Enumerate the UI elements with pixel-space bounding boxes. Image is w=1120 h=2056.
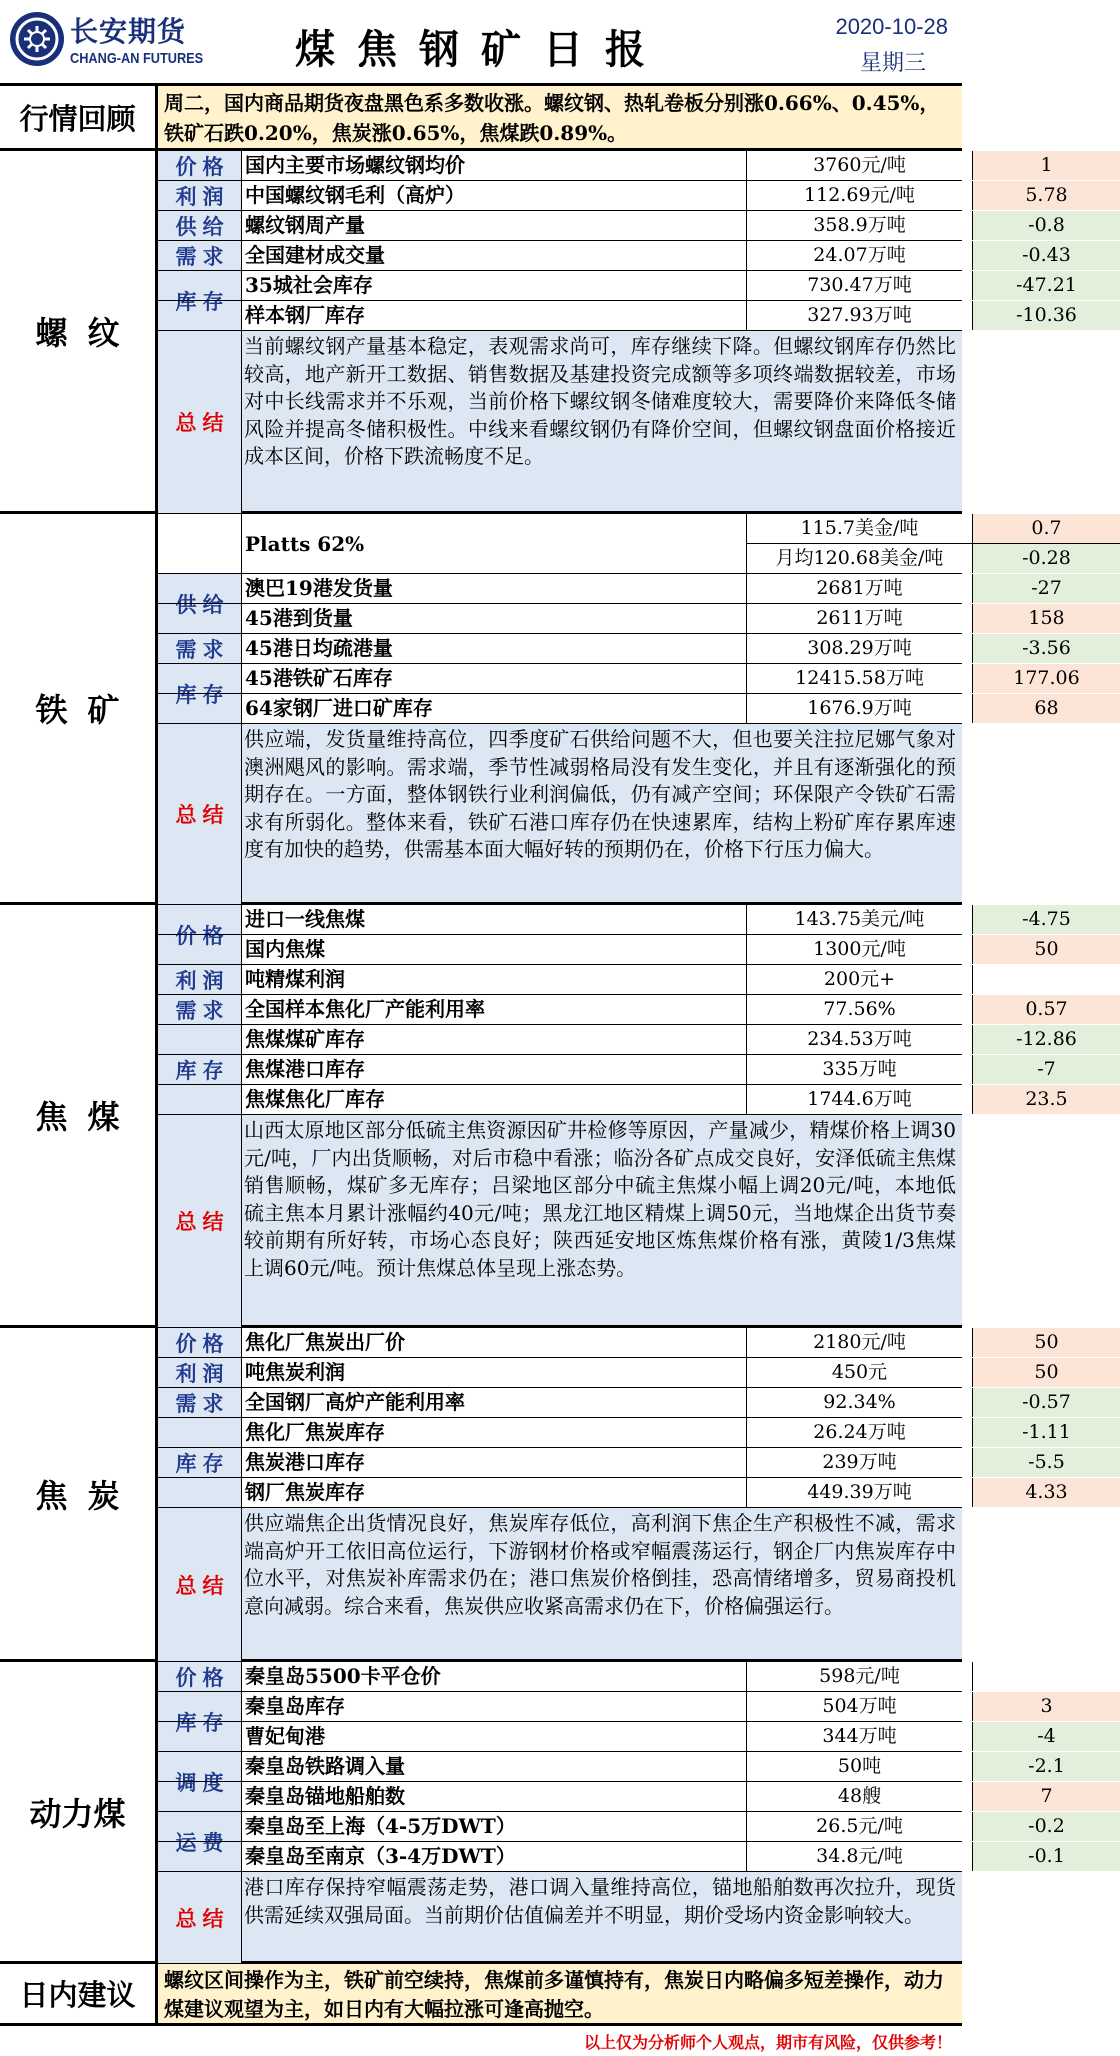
disclaimer-text: 以上仅为分析师个人观点，期市有风险，仅供参考！ xyxy=(583,2033,952,2052)
category-summary: 总结 xyxy=(158,1115,242,1328)
section-label: 铁矿 xyxy=(0,514,158,902)
indicator-change: -3.56 xyxy=(973,634,1120,663)
table-row xyxy=(158,211,1065,241)
table-row xyxy=(158,1752,1065,1782)
indicator-change: -0.57 xyxy=(973,1388,1120,1417)
indicator-value: 200元+ xyxy=(747,965,973,994)
indicator-value: 2681万吨 xyxy=(747,574,973,603)
indicator-name: 国内主要市场螺纹钢均价 xyxy=(242,151,747,180)
table-row xyxy=(158,1448,1065,1478)
indicator-name: 焦化厂焦炭出厂价 xyxy=(242,1328,747,1357)
category-supply: 供给 xyxy=(158,211,242,241)
indicator-change: -0.8 xyxy=(973,211,1120,240)
coking-coal-summary-text: 山西太原地区部分低硫主焦资源因矿井检修等原因，产量减少，精煤价格上调30元/吨，厂内出货顺畅，对后市稳中看涨；临汾各矿点成交良好，安泽低硫主焦煤销售顺畅，煤矿多无库存；吕梁地区部分中硫主焦煤小幅上调20元/吨，本地低硫主焦本月累计涨幅约40元/吨；黑龙江地区精煤上调50元，当地煤企出货节奏较前期有所好转，市场心态良好；陕西延安地区炼焦煤价格有涨，黄陵1/3焦煤上调60元/吨。预计焦煤总体呈现上涨态势。 xyxy=(242,1115,962,1325)
iron-summary-text: 供应端，发货量维持高位，四季度矿石供给问题不大，但也要关注拉尼娜气象对澳洲飓风的影响。需求端，季节性减弱格局没有发生变化，并且有逐渐强化的预期存在。一方面，整体钢铁行业利润偏低，仍有减产空间；环保限产令铁矿石需求有所弱化。整体来看，铁矿石港口库存仍在快速累库，结构上粉矿库存累库速度有加快的趋势，供需基本面大幅好转的预期仍在，价格下行压力偏大。 xyxy=(242,724,962,902)
indicator-change: -0.1 xyxy=(973,1842,1120,1871)
indicator-value: 335万吨 xyxy=(747,1055,973,1084)
indicator-change: 4.33 xyxy=(973,1478,1120,1507)
category-stock: 库存 xyxy=(158,664,242,724)
indicator-name: 35城社会库存 xyxy=(242,271,747,300)
indicator-name: 全国样本焦化厂产能利用率 xyxy=(242,995,747,1024)
rebar-section xyxy=(0,151,1077,514)
category-demand: 需求 xyxy=(158,995,242,1025)
table-row xyxy=(158,151,1053,181)
indicator-name: 秦皇岛5500卡平仓价 xyxy=(242,1662,747,1691)
category-supply: 供给 xyxy=(158,574,242,634)
indicator-name: 45港到货量 xyxy=(242,604,747,633)
table-row xyxy=(158,1812,1065,1842)
table-row xyxy=(158,574,1062,604)
table-row xyxy=(158,634,1071,664)
intraday-advice-section xyxy=(0,1964,962,2026)
indicator-name: 64家钢厂进口矿库存 xyxy=(242,694,747,723)
table-row xyxy=(158,1418,1071,1448)
indicator-name: 秦皇岛锚地船舶数 xyxy=(242,1782,747,1811)
indicator-value: 239万吨 xyxy=(747,1448,973,1477)
report-date: 2020-10-28 xyxy=(835,14,948,39)
category-stock: 库存 xyxy=(158,1692,242,1752)
indicator-change: 177.06 xyxy=(973,664,1120,693)
table-row xyxy=(158,1782,1053,1812)
indicator-name: 澳巴19港发货量 xyxy=(242,574,747,603)
indicator-value: 34.8元/吨 xyxy=(747,1842,973,1871)
indicator-value: 598元/吨 xyxy=(747,1662,973,1691)
indicator-value: 143.75美元/吨 xyxy=(747,905,973,934)
indicator-change: -7 xyxy=(973,1055,1120,1084)
indicator-value: 1744.6万吨 xyxy=(747,1085,973,1114)
report-header xyxy=(0,0,962,86)
indicator-value: 92.34% xyxy=(747,1388,973,1417)
indicator-value: 234.53万吨 xyxy=(747,1025,973,1054)
category-stock: 库存 xyxy=(158,1025,242,1115)
indicator-change: -0.2 xyxy=(973,1812,1120,1841)
indicator-value: 26.5元/吨 xyxy=(747,1812,973,1841)
indicator-value: 24.07万吨 xyxy=(747,241,973,270)
indicator-change: 1 xyxy=(973,151,1120,180)
indicator-value: 48艘 xyxy=(747,1782,973,1811)
indicator-change: -2.1 xyxy=(973,1752,1120,1781)
indicator-change: 23.5 xyxy=(973,1085,1120,1114)
indicator-value: 2611万吨 xyxy=(747,604,973,633)
indicator-value: 308.29万吨 xyxy=(747,634,973,663)
indicator-change: 0.57 xyxy=(973,995,1120,1024)
category-price: 价格 xyxy=(158,905,242,965)
indicator-change: 158 xyxy=(973,604,1120,633)
table-row xyxy=(158,1662,962,1692)
section-label: 行情回顾 xyxy=(0,86,158,148)
table-row xyxy=(158,1055,1056,1085)
indicator-name: 吨焦炭利润 xyxy=(242,1358,747,1387)
indicator-name: 焦煤港口库存 xyxy=(242,1055,747,1084)
indicator-name: 秦皇岛至上海（4-5万DWT） xyxy=(242,1812,747,1841)
market-review-text: 周二，国内商品期货夜盘黑色系多数收涨。螺纹钢、热轧卷板分别涨0.66%、0.45%，铁矿石跌0.20%，焦炭涨0.65%，焦煤跌0.89%。 xyxy=(158,86,962,148)
table-row xyxy=(158,905,1071,935)
indicator-value: 327.93万吨 xyxy=(747,301,973,330)
category-profit: 利润 xyxy=(158,1358,242,1388)
indicator-value: 112.69元/吨 xyxy=(747,181,973,210)
indicator-change: -0.43 xyxy=(973,241,1120,270)
indicator-change: -27 xyxy=(973,574,1120,603)
indicator-change: 50 xyxy=(973,935,1120,964)
section-label: 焦炭 xyxy=(0,1328,158,1659)
category-price: 价格 xyxy=(158,1662,242,1692)
table-row xyxy=(158,1085,1068,1115)
indicator-change: 5.78 xyxy=(973,181,1120,210)
indicator-change: -1.11 xyxy=(973,1418,1120,1447)
indicator-value: 449.39万吨 xyxy=(747,1478,973,1507)
table-row xyxy=(158,271,1077,301)
indicator-change: -0.28 xyxy=(973,544,1120,573)
table-row xyxy=(158,935,1059,965)
indicator-name: 焦化厂焦炭库存 xyxy=(242,1418,747,1447)
indicator-name: 进口一线焦煤 xyxy=(242,905,747,934)
indicator-value: 504万吨 xyxy=(747,1692,973,1721)
table-row xyxy=(158,1692,1053,1722)
table-row xyxy=(158,694,1059,724)
category-profit: 利润 xyxy=(158,181,242,211)
indicator-value: 26.24万吨 xyxy=(747,1418,973,1447)
thermal-summary-text: 港口库存保持窄幅震荡走势，港口调入量维持高位，锚地船舶数再次拉升，现货供需延续双强局面。当前期价估值偏差并不明显，期价受场内资金影响较大。 xyxy=(242,1872,962,1961)
indicator-name: 样本钢厂库存 xyxy=(242,301,747,330)
indicator-name: 国内焦煤 xyxy=(242,935,747,964)
indicator-name: 45港日均疏港量 xyxy=(242,634,747,663)
indicator-value: 77.56% xyxy=(747,995,973,1024)
category-summary: 总结 xyxy=(158,724,242,905)
indicator-change: 50 xyxy=(973,1358,1120,1387)
indicator-value: 2180元/吨 xyxy=(747,1328,973,1357)
table-row xyxy=(158,1388,1071,1418)
logo-english-text: CHANG-AN FUTURES xyxy=(70,50,204,67)
platts-row xyxy=(158,514,1071,574)
category-demand: 需求 xyxy=(158,634,242,664)
indicator-change: -5.5 xyxy=(973,1448,1120,1477)
indicator-change xyxy=(973,1662,1120,1691)
iron-ore-section xyxy=(0,514,1080,905)
indicator-value: 1300元/吨 xyxy=(747,935,973,964)
coke-section xyxy=(0,1328,1071,1662)
table-row xyxy=(158,664,1080,694)
logo-chinese-text: 长安期货 xyxy=(70,15,187,48)
indicator-name: 中国螺纹钢毛利（高炉） xyxy=(242,181,747,210)
indicator-value: 3760元/吨 xyxy=(747,151,973,180)
indicator-change: -10.36 xyxy=(973,301,1120,330)
indicator-value: 358.9万吨 xyxy=(747,211,973,240)
indicator-value: 12415.58万吨 xyxy=(747,664,973,693)
indicator-change: 50 xyxy=(973,1328,1120,1357)
indicator-change: 7 xyxy=(973,1782,1120,1811)
section-label: 动力煤 xyxy=(0,1662,158,1961)
category-stock: 库存 xyxy=(158,1418,242,1508)
indicator-value: 115.7美金/吨 xyxy=(747,514,973,544)
indicator-change: -4.75 xyxy=(973,905,1120,934)
category-demand: 需求 xyxy=(158,1388,242,1418)
report-title: 煤焦钢矿日报 xyxy=(295,27,667,73)
market-review-section xyxy=(0,86,962,151)
table-row xyxy=(158,1025,1077,1055)
thermal-coal-section xyxy=(0,1662,1065,1964)
indicator-value: 月均120.68美金/吨 xyxy=(747,544,973,573)
table-row xyxy=(158,1842,1065,1872)
indicator-name: 螺纹钢周产量 xyxy=(242,211,747,240)
indicator-name: 曹妃甸港 xyxy=(242,1722,747,1751)
indicator-value: 730.47万吨 xyxy=(747,271,973,300)
category-stock: 库存 xyxy=(158,271,242,331)
section-label: 螺纹 xyxy=(0,151,158,511)
table-row xyxy=(158,1328,1059,1358)
indicator-value: 50吨 xyxy=(747,1752,973,1781)
category-summary: 总结 xyxy=(158,1508,242,1662)
rebar-summary-text: 当前螺纹钢产量基本稳定，表观需求尚可，库存继续下降。但螺纹钢库存仍然比较高，地产新开工数据、销售数据及基建投资完成额等多项终端数据较差，市场对中长线需求并不乐观，当前价格下螺纹钢冬储难度较大，需要降价来降低冬储风险并提高冬储积极性。中线来看螺纹钢仍有降价空间，但螺纹钢盘面价格接近成本区间，价格下跌流畅度不足。 xyxy=(242,331,962,511)
table-row xyxy=(158,1722,1056,1752)
table-row xyxy=(158,1478,1068,1508)
indicator-name: 钢厂焦炭库存 xyxy=(242,1478,747,1507)
indicator-change: 68 xyxy=(973,694,1120,723)
table-row xyxy=(158,995,1068,1025)
coking-coal-section xyxy=(0,905,1077,1328)
indicator-name: 全国钢厂高炉产能利用率 xyxy=(242,1388,747,1417)
section-label: 焦煤 xyxy=(0,905,158,1325)
table-row xyxy=(158,301,1077,331)
indicator-name: 45港铁矿石库存 xyxy=(242,664,747,693)
indicator-change: -47.21 xyxy=(973,271,1120,300)
indicator-name: 秦皇岛铁路调入量 xyxy=(242,1752,747,1781)
indicator-name: 焦煤煤矿库存 xyxy=(242,1025,747,1054)
category-profit: 利润 xyxy=(158,965,242,995)
indicator-name: 秦皇岛库存 xyxy=(242,1692,747,1721)
indicator-value: 344万吨 xyxy=(747,1722,973,1751)
table-row xyxy=(158,965,962,995)
indicator-change: 0.7 xyxy=(973,514,1120,544)
intraday-advice-text: 螺纹区间操作为主，铁矿前空续持，焦煤前多谨慎持有，焦炭日内略偏多短差操作，动力煤建议观望为主，如日内有大幅拉涨可逢高抛空。 xyxy=(158,1964,962,2023)
indicator-change xyxy=(973,965,1120,994)
category-summary: 总结 xyxy=(158,331,242,514)
indicator-name: 吨精煤利润 xyxy=(242,965,747,994)
category-price: 价格 xyxy=(158,1328,242,1358)
indicator-name: 焦煤焦化厂库存 xyxy=(242,1085,747,1114)
category-demand: 需求 xyxy=(158,241,242,271)
indicator-name: 焦炭港口库存 xyxy=(242,1448,747,1477)
table-row xyxy=(158,604,1065,634)
category-summary: 总结 xyxy=(158,1872,242,1964)
table-row xyxy=(158,1358,1059,1388)
indicator-change: -12.86 xyxy=(973,1025,1120,1054)
table-row xyxy=(158,181,1068,211)
indicator-name: 秦皇岛至南京（3-4万DWT） xyxy=(242,1842,747,1871)
section-label: 日内建议 xyxy=(0,1964,158,2023)
indicator-value: 1676.9万吨 xyxy=(747,694,973,723)
indicator-name: 全国建材成交量 xyxy=(242,241,747,270)
indicator-value: 450元 xyxy=(747,1358,973,1387)
table-row xyxy=(158,241,1071,271)
indicator-name: Platts 62% xyxy=(242,514,747,573)
coke-summary-text: 供应端焦企出货情况良好，焦炭库存低位，高利润下焦企生产积极性不减，需求端高炉开工依旧高位运行，下游钢材价格或窄幅震荡运行，钢企厂内焦炭库存中位水平，对焦炭补库需求仍在；港口焦炭价格倒挂，恐高情绪增多，贸易商投机意向减弱。综合来看，焦炭供应收紧高需求仍在下，价格偏强运行。 xyxy=(242,1508,962,1659)
category-freight: 运费 xyxy=(158,1812,242,1872)
category-price: 价格 xyxy=(158,151,242,181)
indicator-change: -4 xyxy=(973,1722,1120,1751)
indicator-change: 3 xyxy=(973,1692,1120,1721)
report-weekday: 星期三 xyxy=(859,51,926,76)
category-dispatch: 调度 xyxy=(158,1752,242,1812)
